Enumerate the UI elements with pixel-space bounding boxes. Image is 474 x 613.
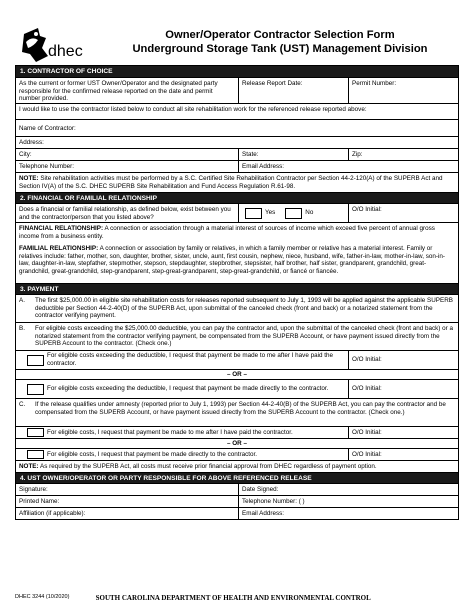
svg-text:dhec: dhec (48, 43, 83, 60)
payment-note-label: NOTE: (19, 463, 39, 470)
financial-definition-row (16, 222, 458, 243)
form-title (110, 28, 450, 56)
c-or-divider: – OR – (227, 440, 247, 447)
familial-definition-row (16, 243, 458, 283)
b-option-2-text: For eligible costs exceeding the deductible, I request that payment be made directly to the contractor. (47, 385, 329, 393)
c-option-1-initial-field[interactable]: O/O Initial: (348, 427, 458, 438)
city-row (16, 148, 458, 160)
c-or-row (16, 438, 458, 448)
owner-email-field[interactable]: Email Address: (238, 508, 458, 519)
printed-name-field[interactable]: Printed Name: (19, 498, 60, 505)
contractor-name-row (16, 119, 458, 136)
financial-definition (16, 223, 458, 243)
financial-text: A connection or association through a material interest of sources of income which exceed five percent of annual gross income from a business entity. (19, 225, 435, 240)
affiliation-field[interactable]: Affiliation (if applicable): (19, 510, 86, 517)
intro-text: As the current or former UST Owner/Operator and the designated party responsible for the confirmed release reported on the date and permit number provided. (19, 80, 218, 103)
c-option-2-initial-field[interactable]: O/O Initial: (348, 449, 458, 460)
date-signed-field[interactable]: Date Signed: (238, 484, 458, 495)
contractor-email-field[interactable]: Email Address: (238, 161, 458, 172)
printed-name-row (16, 495, 458, 507)
section-1-note (16, 173, 458, 192)
b-or-row (16, 369, 458, 379)
payment-b-option-2 (16, 380, 348, 398)
payment-b-row (16, 322, 458, 350)
familial-definition (16, 243, 458, 283)
payment-c-option-1 (16, 427, 348, 438)
b-option-2-initial-field[interactable]: O/O Initial: (348, 380, 458, 398)
permit-number-field[interactable]: Permit Number: (348, 78, 458, 103)
payment-c-option-2 (16, 449, 348, 460)
yes-label: Yes (265, 209, 276, 217)
state-field[interactable]: State: (238, 149, 348, 160)
relationship-question-row (16, 203, 458, 222)
section-1-heading: 1. CONTRACTOR OF CHOICE (16, 66, 458, 77)
authorize-text: I would like to use the contractor listed below to conduct all site rehabilitation work for the referenced release reported above: (19, 106, 367, 113)
payment-c (16, 399, 458, 426)
footer (15, 594, 457, 602)
authorize-row (16, 103, 458, 119)
payment-b-option-2-row (16, 379, 458, 398)
owner-telephone-field[interactable]: Telephone Number: ( ) (238, 496, 458, 507)
yes-no-options (238, 204, 348, 222)
address-row (16, 136, 458, 148)
no-checkbox[interactable] (285, 208, 302, 219)
payment-c-label: C. (19, 401, 26, 408)
address-field[interactable]: Address: (19, 139, 44, 146)
contractor-telephone-field[interactable]: Telephone Number: (19, 163, 74, 170)
b-option-1-initial-field[interactable]: O/O Initial: (348, 351, 458, 369)
city-field[interactable]: City: (19, 151, 32, 158)
payment-a-row (16, 294, 458, 322)
b-option-1-checkbox[interactable] (27, 355, 44, 366)
payment-c-row (16, 398, 458, 426)
signature-row (16, 483, 458, 495)
agency-name: SOUTH CAROLINA DEPARTMENT OF HEALTH AND ENVIRONMENTAL CONTROL (95, 594, 371, 602)
section-3-heading: 3. PAYMENT (16, 283, 458, 294)
payment-b (16, 323, 458, 350)
no-label: No (305, 209, 314, 217)
signature-field[interactable]: Signature: (19, 486, 48, 493)
b-option-2-checkbox[interactable] (27, 384, 44, 395)
contractor-name-field[interactable]: Name of Contractor: (19, 125, 76, 132)
section-3-note-row (16, 460, 458, 472)
payment-a-text: The first $25,000.00 in eligible site rehabilitation costs for releases reported subsequent to July 1, 1993 will be applied against the applicable SUPERB deductible per Section 44-2-40(D) of the SUPERB Act, upon submittal of the canceled check (front and back) or a notarized statement from the contractor verifying payment. (35, 297, 453, 320)
payment-a-label: A. (19, 297, 25, 304)
section-2-heading: 2. FINANCIAL OR FAMILIAL RELATIONSHIP (16, 192, 458, 203)
familial-text: A connection or association by family or relatives, in which a family member or relative has a material interest. Family or relatives include: father, mother, son, daughter, brother, sister, uncle, aunt, first cousin, nephew, niece, husband, wife, father-in-law, mother-in-law, son-in-law, daughter-in-law, stepfather, stepmother, stepson, stepdaughter, stepbrother, stepsister, half brother, half sister, grandparent, grandchild, great-grandchild, great-grandchild, step-grandparent, step-great-grandparent, step-great-grandchild, or fiancé or fiancée. (19, 245, 445, 275)
note-label: NOTE: (19, 175, 39, 182)
payment-c-option-2-row (16, 448, 458, 460)
c-option-2-text: For eligible costs, I request that payment be made directly to the contractor. (47, 450, 258, 458)
c-option-2-checkbox[interactable] (27, 450, 44, 459)
payment-b-option-1-row (16, 350, 458, 369)
release-info-row (16, 77, 458, 103)
form-id: DHEC 3244 (10/2020) (15, 594, 70, 600)
release-report-date-field[interactable]: Release Report Date: (238, 78, 348, 103)
relationship-question: Does a financial or familial relationship, as defined below, exist between you and the contractor/person that you listed above? (19, 206, 231, 221)
section-1-note-row (16, 172, 458, 192)
financial-label: FINANCIAL RELATIONSHIP: (19, 225, 104, 232)
affiliation-row (16, 507, 458, 519)
section-3-note (16, 461, 458, 472)
yes-checkbox[interactable] (245, 208, 262, 219)
zip-field[interactable]: Zip: (348, 149, 458, 160)
dhec-logo (18, 26, 88, 70)
title-line-2: Underground Storage Tank (UST) Management Division (132, 43, 428, 55)
title-line-1: Owner/Operator Contractor Selection Form (165, 29, 395, 41)
payment-note-text: As required by the SUPERB Act, all costs must receive prior financial approval from DHEC regardless of payment option. (38, 463, 377, 470)
form-table (15, 65, 459, 520)
note-text: Site rehabilitation activities must be performed by a S.C. Certified Site Rehabilitation Contractor per Section 44-2-120(A) of the SUPERB Act and Section IV(A) of the S.C. DHEC SUPERB Site Rehabilitation and Fund Access Regulation R.61-98. (19, 175, 443, 190)
payment-b-text: For eligible costs exceeding the $25,000.00 deductible, you can pay the contractor and, upon the submittal of the canceled check (front and back) or a notarized statement from the contractor verifying payment, be compensated from the SUPERB Account, or have payment issued directly from the SUPERB Account to the contractor. (Check one.) (35, 325, 453, 348)
c-option-1-checkbox[interactable] (27, 428, 44, 437)
familial-label: FAMILIAL RELATIONSHIP: (19, 245, 99, 252)
relationship-initial-field[interactable]: O/O Initial: (348, 204, 458, 222)
payment-c-option-1-row (16, 426, 458, 438)
b-option-1-text: For eligible costs exceeding the deductible, I request that payment be made to me after I have paid the contractor. (47, 352, 333, 367)
payment-b-label: B. (19, 325, 25, 332)
contact-row (16, 160, 458, 172)
c-option-1-text: For eligible costs, I request that payment be made to me after I have paid the contractor. (47, 428, 293, 436)
section-4-heading: 4. UST OWNER/OPERATOR OR PARTY RESPONSIBLE FOR ABOVE REFERENCED RELEASE (16, 472, 458, 483)
payment-c-text: If the release qualifies under amnesty (reported prior to July 1, 1993) per Section 44-2-40(B) of the SUPERB Act, you can pay the contractor and be compensated from the SUPERB Account, or have payment issued directly from the SUPERB Account to the contractor. (Check one.) (35, 401, 446, 416)
payment-a (16, 295, 458, 322)
payment-b-option-1 (16, 351, 348, 369)
b-or-divider: – OR – (227, 371, 247, 378)
